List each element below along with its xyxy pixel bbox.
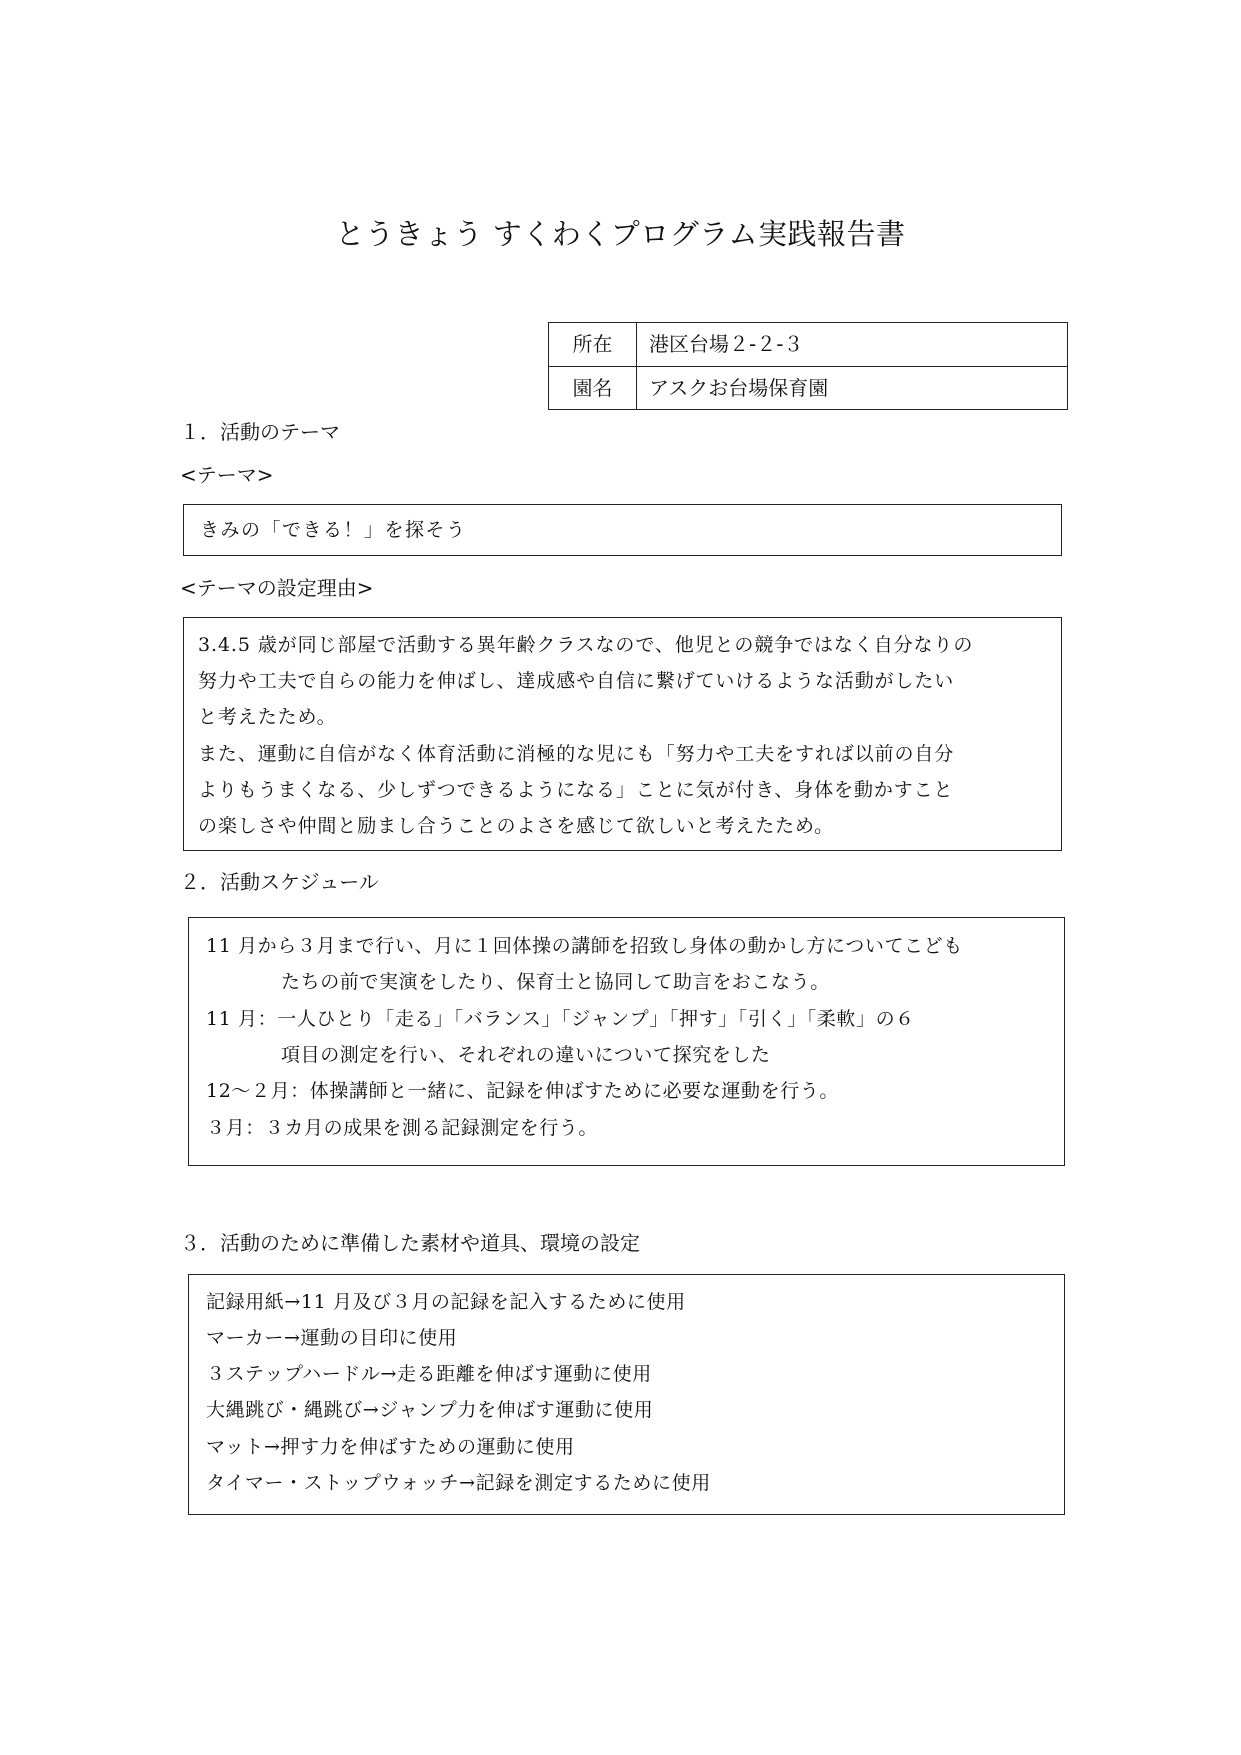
- facility-name-label: 園名: [549, 367, 637, 410]
- location-label: 所在: [549, 323, 637, 366]
- section1-heading: １．活動のテーマ: [180, 420, 340, 444]
- info-row-name: [549, 367, 1067, 410]
- theme-text: きみの「できる！」を探そう: [200, 519, 467, 541]
- material-line: ３ステップハードル→走る距離を伸ばす運動に使用: [206, 1363, 652, 1385]
- reason-line: 努力や工夫で自らの能力を伸ばし、達成感や自信に繋げていけるような活動がしたい: [198, 670, 955, 692]
- section2-heading: ２．活動スケジュール: [180, 870, 379, 894]
- facility-name-value: アスクお台場保育園: [649, 376, 829, 400]
- info-table: [548, 322, 1068, 410]
- schedule-line: ３月：３カ月の成果を測る記録測定を行う。: [206, 1117, 599, 1139]
- theme-label: <テーマ>: [180, 463, 274, 487]
- reason-line: の楽しさや仲間と励まし合うことのよさを感じて欲しいと考えたため。: [198, 815, 835, 837]
- info-row-location: [549, 323, 1067, 367]
- schedule-box: [188, 917, 1065, 1166]
- reason-box: [183, 617, 1062, 851]
- materials-box: [188, 1274, 1065, 1515]
- schedule-line: たちの前で実演をしたり、保育士と協同して助言をおこなう。: [281, 971, 830, 993]
- reason-line: 3.4.5 歳が同じ部屋で活動する異年齢クラスなので、他児との競争ではなく自分なりの: [198, 634, 974, 656]
- reason-line: と考えたため。: [198, 706, 337, 728]
- reason-line: また、運動に自信がなく体育活動に消極的な児にも「努力や工夫をすれば以前の自分: [198, 743, 955, 765]
- material-line: 記録用紙→11 月及び３月の記録を記入するために使用: [206, 1291, 686, 1313]
- reason-line: よりもうまくなる、少しずつできるようになる」ことに気が付き、身体を動かすこと: [198, 779, 954, 801]
- material-line: 大縄跳び・縄跳び→ジャンプ力を伸ばす運動に使用: [206, 1399, 654, 1421]
- material-line: タイマー・ストップウォッチ→記録を測定するために使用: [206, 1472, 711, 1494]
- material-line: マット→押す力を伸ばすための運動に使用: [206, 1436, 575, 1458]
- schedule-line: 11 月：一人ひとり「走る」「バランス」「ジャンプ」「押す」「引く」「柔軟」の６: [206, 1008, 915, 1030]
- section3-heading: ３．活動のために準備した素材や道具、環境の設定: [180, 1231, 640, 1255]
- document-title: とうきょう すくわくプログラム実践報告書: [335, 217, 906, 251]
- material-line: マーカー→運動の目印に使用: [206, 1327, 458, 1349]
- location-value: 港区台場２-２-３: [649, 332, 804, 356]
- theme-box: [183, 504, 1062, 556]
- schedule-line: 項目の測定を行い、それぞれの違いについて探究をした: [281, 1044, 771, 1066]
- reason-label: <テーマの設定理由>: [180, 576, 374, 600]
- schedule-line: 12～２月：体操講師と一緒に、記録を伸ばすために必要な運動を行う。: [206, 1080, 839, 1102]
- schedule-line: 11 月から３月まで行い、月に１回体操の講師を招致し身体の動かし方についてこども: [206, 935, 963, 957]
